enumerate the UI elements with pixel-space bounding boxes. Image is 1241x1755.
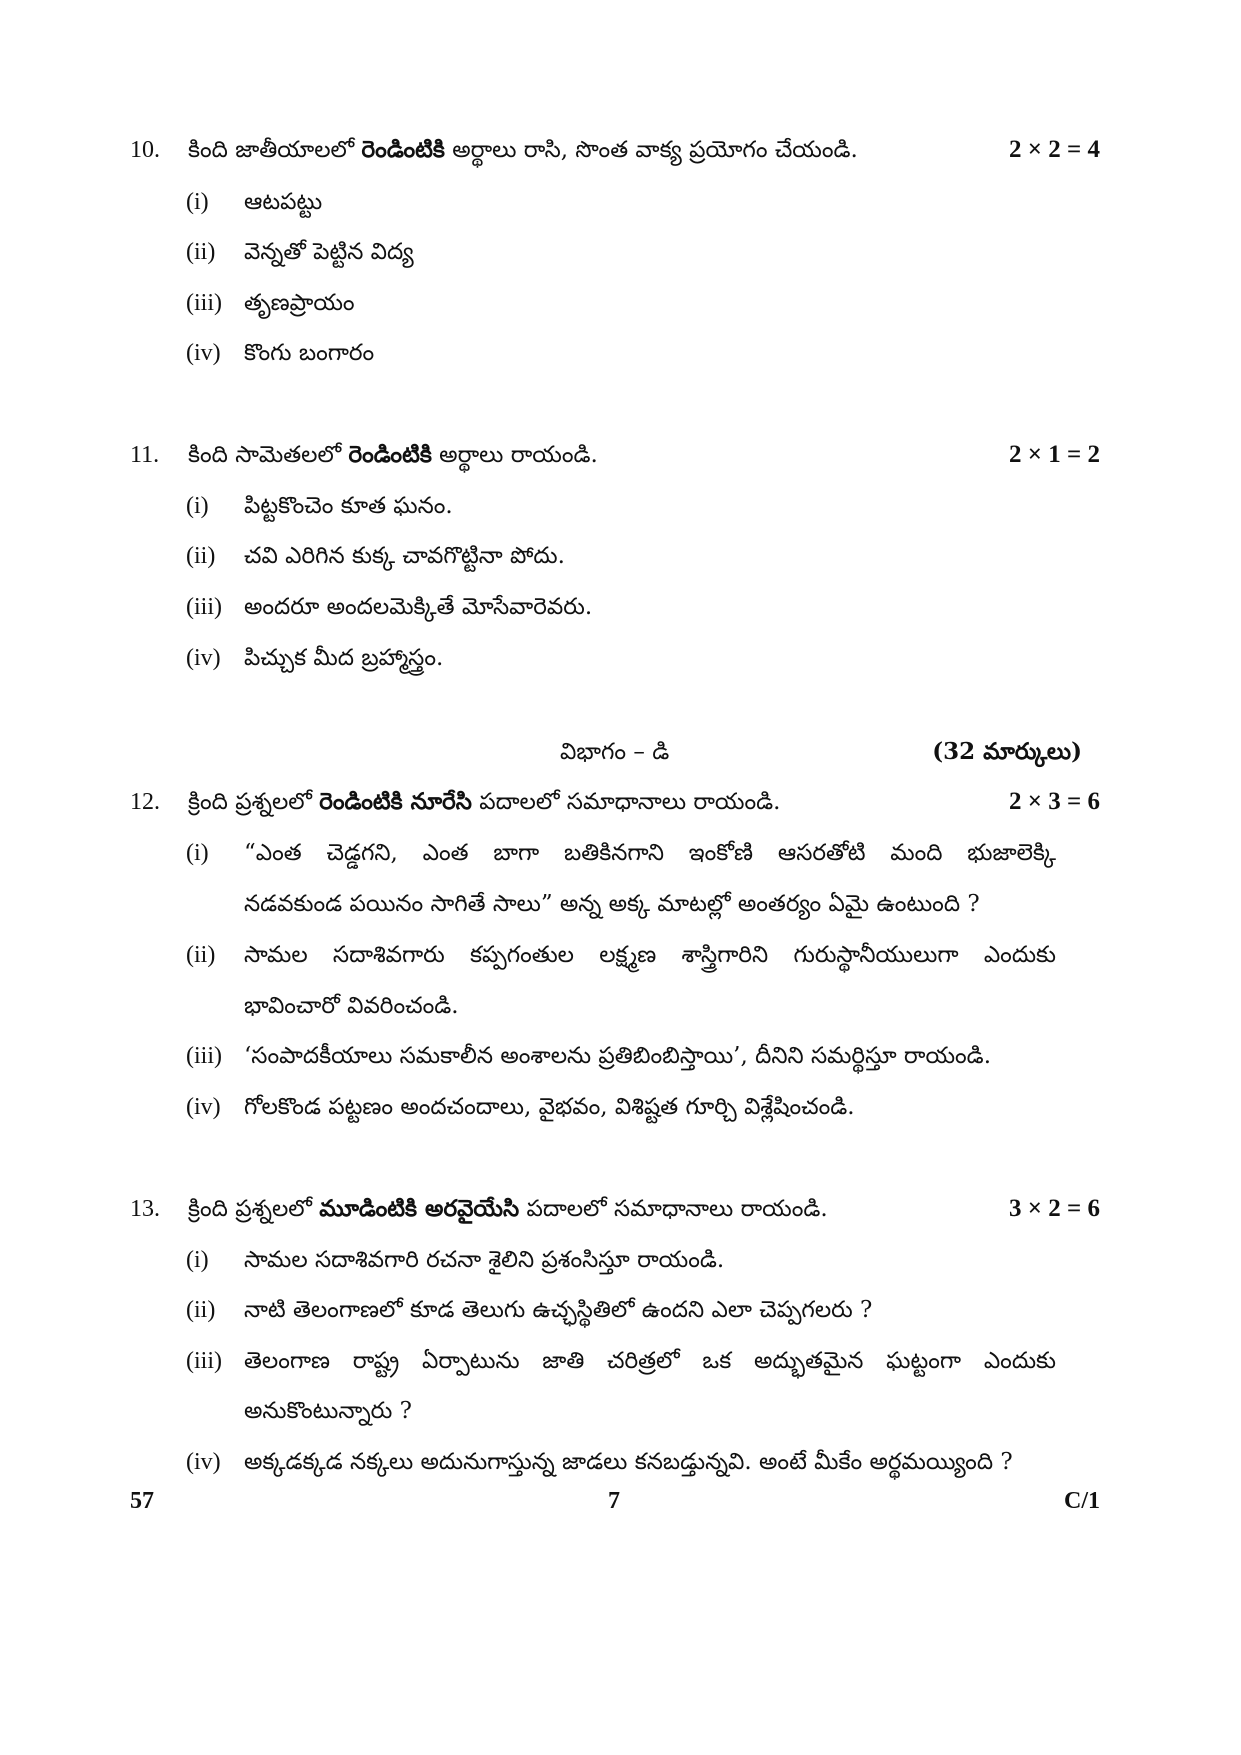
section-title: విభాగం – డి	[560, 739, 670, 765]
sub-question-text: సామల సదాశివగారు కప్పగంతుల లక్ష్మణ శాస్త్రిగారిని గురుస్థానీయులుగా ఎందుకు	[244, 942, 1056, 968]
sub-question-number: (iii)	[186, 1043, 222, 1069]
question-text: క్రింది ప్రశ్నలలో రెండింటికి నూరేసి పదాలలో సమాధానాలు రాయండి.	[188, 788, 781, 815]
footer-code: 57	[130, 1488, 154, 1514]
sub-question-text: చవి ఎరిగిన కుక్క చావగొట్టినా పోదు.	[244, 543, 565, 569]
question-12	[130, 782, 1100, 822]
question-marks: 3 × 2 = 6	[1009, 1195, 1100, 1222]
question-text: క్రింది ప్రశ్నలలో మూడింటికి అరవైయేసి పదాలలో సమాధానాలు రాయండి.	[188, 1195, 828, 1222]
page-number: 7	[608, 1488, 620, 1514]
question-13	[130, 1189, 1100, 1229]
sub-question-continuation: అనుకొంటున్నారు ?	[244, 1398, 412, 1424]
sub-question-number: (iv)	[186, 340, 221, 366]
question-number: 11.	[130, 442, 160, 468]
sub-question-number: (i)	[186, 493, 209, 519]
emphasis: రెండింటికి	[361, 136, 445, 163]
question-number: 10.	[130, 137, 160, 163]
sub-question-text: నాటి తెలంగాణలో కూడ తెలుగు ఉచ్ఛస్థితిలో ఉందని ఎలా చెప్పగలరు ?	[244, 1297, 873, 1323]
sub-question-number: (ii)	[186, 239, 216, 265]
sub-question-text: గోలకొండ పట్టణం అందచందాలు, వైభవం, విశిష్టత గూర్చి విశ్లేషించండి.	[244, 1094, 855, 1120]
sub-question-number: (iii)	[186, 290, 222, 316]
sub-question-continuation: నడవకుండ పయినం సాగితే సాలు” అన్న అక్క మాటల్లో అంతర్యం ఏమై ఉంటుంది ?	[244, 891, 980, 917]
sub-question-number: (ii)	[186, 942, 216, 968]
page-footer	[130, 1481, 1100, 1521]
question-11	[130, 435, 1100, 475]
question-number: 13.	[130, 1196, 160, 1222]
sub-question-number: (iv)	[186, 1449, 221, 1475]
sub-question-text: పిట్టకొంచెం కూత ఘనం.	[244, 493, 453, 519]
section-heading	[130, 732, 1100, 772]
sub-question-continuation: భావించారో వివరించండి.	[244, 993, 459, 1019]
question-text: కింది జాతీయాలలో రెండింటికి అర్థాలు రాసి, సొంత వాక్య ప్రయోగం చేయండి.	[188, 136, 858, 163]
sub-question-number: (ii)	[186, 543, 216, 569]
sub-question-text: ‘సంపాదకీయాలు సమకాలీన అంశాలను ప్రతిబింబిస్తాయి’, దీనిని సమర్థిస్తూ రాయండి.	[244, 1043, 992, 1069]
emphasis: మూడింటికి అరవైయేసి	[319, 1195, 520, 1222]
sub-question-number: (i)	[186, 1247, 209, 1273]
question-marks: 2 × 1 = 2	[1009, 441, 1100, 468]
sub-question-text: “ఎంత చెడ్డగని, ఎంత బాగా బతికినగాని ఇంకోణి ఆసరతోటి మంది భుజాలెక్కి	[244, 840, 1056, 866]
sub-question-text: తెలంగాణ రాష్ట్ర ఏర్పాటును జాతి చరిత్రలో ఒక అద్భుతమైన ఘట్టంగా ఎందుకు	[244, 1348, 1056, 1374]
footer-set: C/1	[1064, 1488, 1100, 1514]
section-marks: (32 మార్కులు)	[932, 738, 1082, 765]
sub-question-number: (i)	[186, 189, 209, 215]
question-text: కింది సామెతలలో రెండింటికి అర్థాలు రాయండి.	[188, 441, 598, 468]
emphasis: రెండింటికి	[348, 441, 432, 468]
sub-question-text: అక్కడక్కడ నక్కలు అదునుగాస్తున్న జాడలు కనబడ్తున్నవి. అంటే మీకేం అర్థమయ్యింది ?	[244, 1449, 1013, 1475]
sub-question-number: (iv)	[186, 1094, 221, 1120]
sub-question-text: అందరూ అందలమెక్కితే మోసేవారెవరు.	[244, 594, 593, 620]
sub-question-number: (iii)	[186, 1348, 222, 1374]
question-marks: 2 × 3 = 6	[1009, 788, 1100, 815]
sub-question-text: కొంగు బంగారం	[244, 340, 375, 366]
sub-question-text: తృణప్రాయం	[244, 290, 355, 316]
sub-question-text: పిచ్చుక మీద బ్రహ్మాస్త్రం.	[244, 645, 444, 671]
question-marks: 2 × 2 = 4	[1009, 136, 1100, 163]
sub-question-number: (i)	[186, 840, 209, 866]
sub-question-text: ఆటపట్టు	[244, 189, 323, 215]
question-10	[130, 130, 1100, 170]
sub-question-text: సామల సదాశివగారి రచనా శైలిని ప్రశంసిస్తూ రాయండి.	[244, 1247, 725, 1273]
question-number: 12.	[130, 789, 160, 815]
sub-question-number: (iii)	[186, 594, 222, 620]
sub-question-text: వెన్నతో పెట్టిన విద్య	[244, 239, 414, 265]
sub-question-number: (ii)	[186, 1297, 216, 1323]
emphasis: రెండింటికి నూరేసి	[319, 788, 472, 815]
sub-question-number: (iv)	[186, 645, 221, 671]
